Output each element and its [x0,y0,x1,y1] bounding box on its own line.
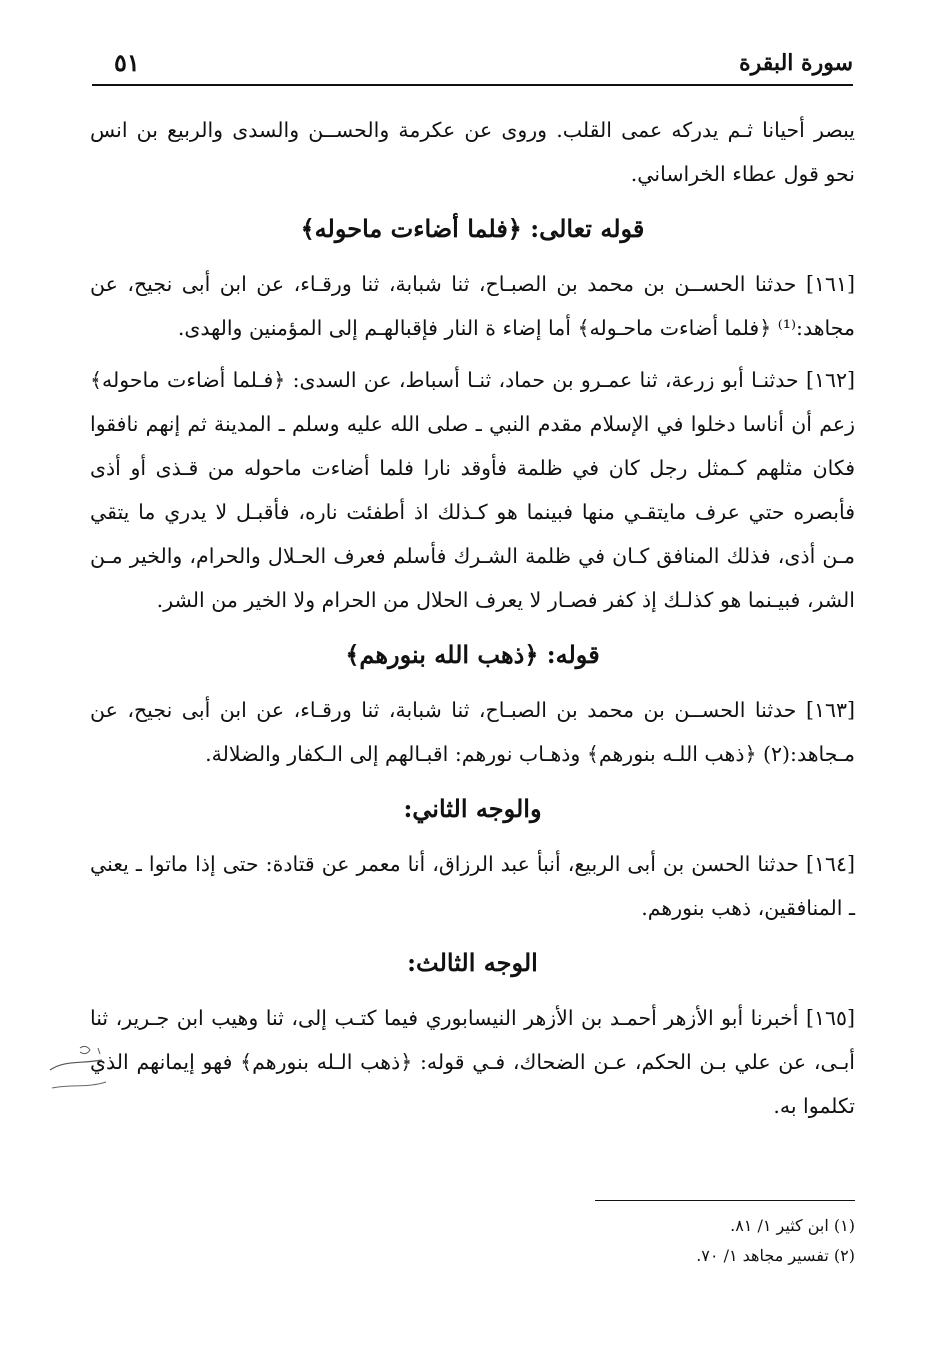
paragraph-163: [١٦٣] حدثنا الحســن بن محمد بن الصبـاح، ثنا شبابة، ثنا ورقـاء، عن ابن أبى نجيح، عن مـجاهد:(٢) ﴿ذهب اللـه بنورهم﴾ وذهـاب نورهم: اقبـالهم إلى الـكفار والضلالة. [90,698,855,766]
margin-handwriting-mark [40,1030,110,1100]
footnote-divider [595,1200,855,1201]
page-body [90,108,855,1136]
heading-second-aspect: والوجه الثاني: [403,794,542,823]
footnote-1: (١) ابن كثير ١/ ٨١. [730,1216,855,1235]
paragraph-164: [١٦٤] حدثنا الحسن بن أبى الربيع، أنبأ عبد الرزاق، أنا معمر عن قتادة: حتى إذا ماتوا ـ يعني ـ المنافقين، ذهب بنورهم. [90,852,855,920]
footnote-2: (٢) تفسير مجاهد ١/ ٧٠. [696,1246,855,1265]
paragraph-161: [١٦١] حدثنا الحســن بن محمد بن الصبـاح، ثنا شبابة، ثنا ورقـاء، عن ابن أبى نجيح، عن مجاهد:⁽¹⁾ ﴿فلما أضاءت ماحـوله﴾ أما إضاء ة النار فإقبالهـم إلى المؤمنين والهدى. [90,272,855,340]
page-number: ٥١ [114,48,140,77]
paragraph-162: [١٦٢] حدثنـا أبو زرعة، ثنا عمـرو بن حماد، ثنـا أسباط، عن السدى: ﴿فـلما أضاءت ماحوله﴾ زعم أن أناسا دخلوا في الإسلام مقدم النبي ـ صلى الله عليه وسلم ـ المدينة ثم إنهم نافقوا فكان مثلهم كـمثل رجل كان في ظلمة فأوقد نارا فلما أضاءت ماحوله من قـذى أو أذى فأبصره حتي عرف مايتقـي منها فبينما هو كـذلك اذ أطفئت ناره، فأقبـل لا يدري ما يتقي مـن أذى، فذلك المنافق كـان في ظلمة الشـرك فأسلم فعرف الحـلال والحرام، والخير مـن الشر، فبيـنما هو كذلـك إذ كفر فصـار لا يعرف الحلال من الحرام ولا الخير من الشر. [90,368,855,612]
heading-verse-2: قوله: ﴿ذهب الله بنورهم﴾ [345,640,600,669]
paragraph-intro: يبصر أحيانا ثـم يدركه عمى القلب. وروى عن عكرمة والحســن والسدى والربيع بن انس نحو قول عطاء الخراساني. [90,118,855,186]
surah-title: سورة البقرة [739,50,853,76]
paragraph-165: [١٦٥] أخبرنا أبو الأزهر أحمـد بن الأزهر النيسابوري فيما كتـب إلى، ثنا وهيب ابن جـرير، ثنا أبـى، عن علي بـن الحكم، عـن الضحاك، فـي قوله: ﴿ذهب الـله بنورهم﴾ فهو إيمانهم الذي تكلموا به. [90,1006,855,1118]
page-header [92,44,853,86]
heading-verse-1: قوله تعالى: ﴿فلما أضاءت ماحوله﴾ [300,214,645,243]
heading-third-aspect: الوجه الثالث: [407,948,538,977]
footnotes-section [90,1200,855,1271]
